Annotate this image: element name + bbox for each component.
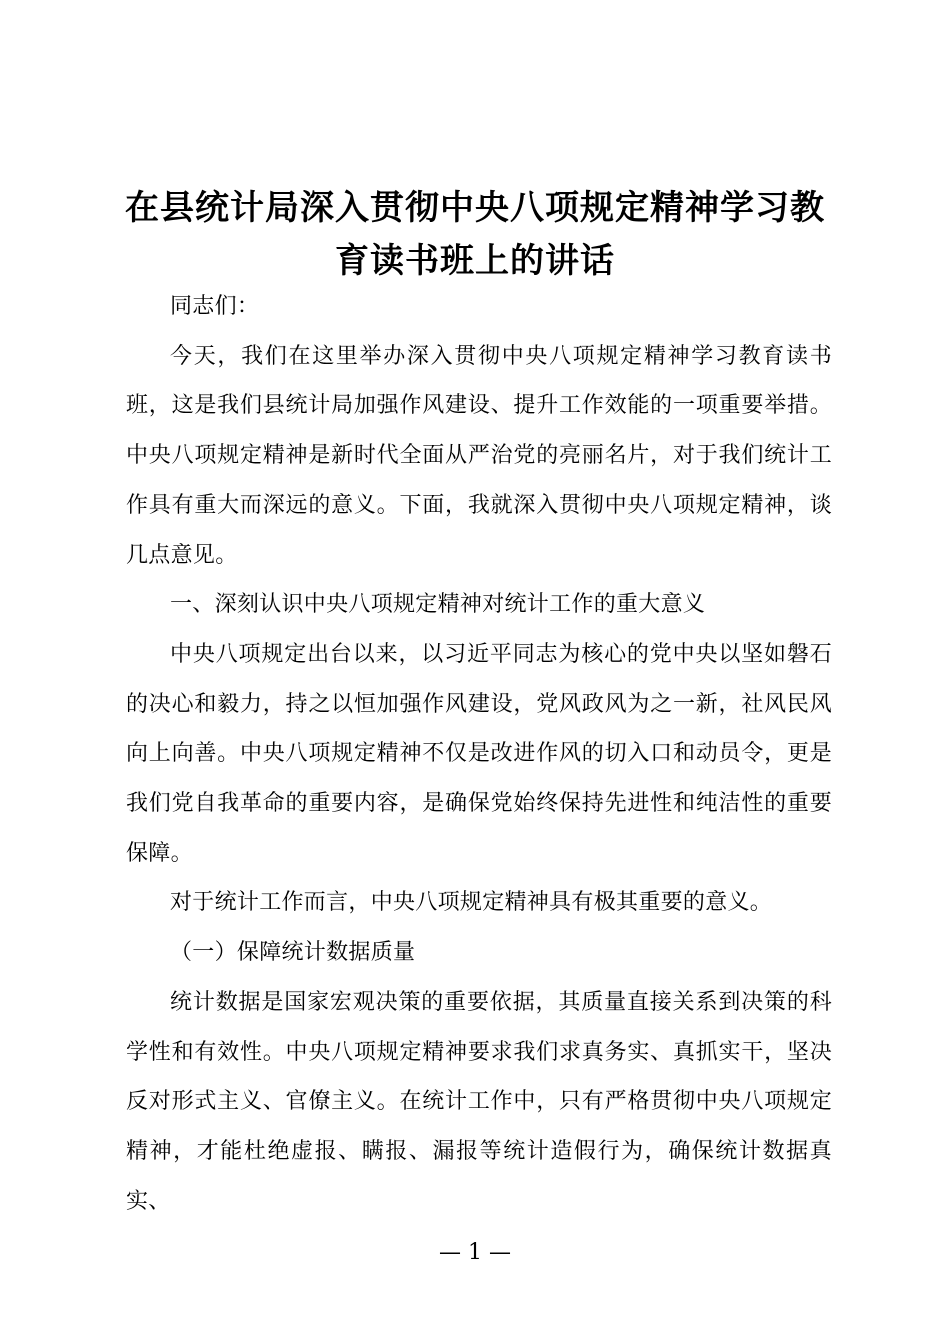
salutation: 同志们： — [170, 294, 260, 319]
paragraph-intro: 今天，我们在这里举办深入贯彻中央八项规定精神学习教育读书班，这是我们县统计局加强作风建设、提升工作效能的一项重要举措。中央八项规定精神是新时代全面从严治党的亮丽名片，对于我们统计工作具有重大而深远的意义。下面，我就深入贯彻中央八项规定精神，谈几点意见。 — [126, 343, 832, 568]
paragraph-data-quality: 统计数据是国家宏观决策的重要依据，其质量直接关系到决策的科学性和有效性。中央八项规定精神要求我们求真务实、真抓实干，坚决反对形式主义、官僚主义。在统计工作中，只有严格贯彻中央八项规定精神，才能杜绝虚报、瞒报、漏报等统计造假行为，确保统计数据真实、 — [126, 989, 832, 1214]
document-title: 在县统计局深入贯彻中央八项规定精神学习教育读书班上的讲话 — [125, 188, 825, 281]
paragraph-section-1: 中央八项规定出台以来，以习近平同志为核心的党中央以坚如磐石的决心和毅力，持之以恒加强作风建设，党风政风为之一新，社风民风向上向善。中央八项规定精神不仅是改进作风的切入口和动员令，更是我们党自我革命的重要内容，是确保党始终保持先进性和纯洁性的重要保障。 — [126, 641, 832, 866]
section-heading-1: 一、深刻认识中央八项规定精神对统计工作的重大意义 — [170, 592, 706, 618]
document-body — [126, 282, 832, 1226]
subsection-heading-1: （一）保障统计数据质量 — [170, 940, 416, 966]
page-number: — 1 — — [439, 1240, 511, 1265]
paragraph-significance: 对于统计工作而言，中央八项规定精神具有极其重要的意义。 — [170, 890, 773, 916]
